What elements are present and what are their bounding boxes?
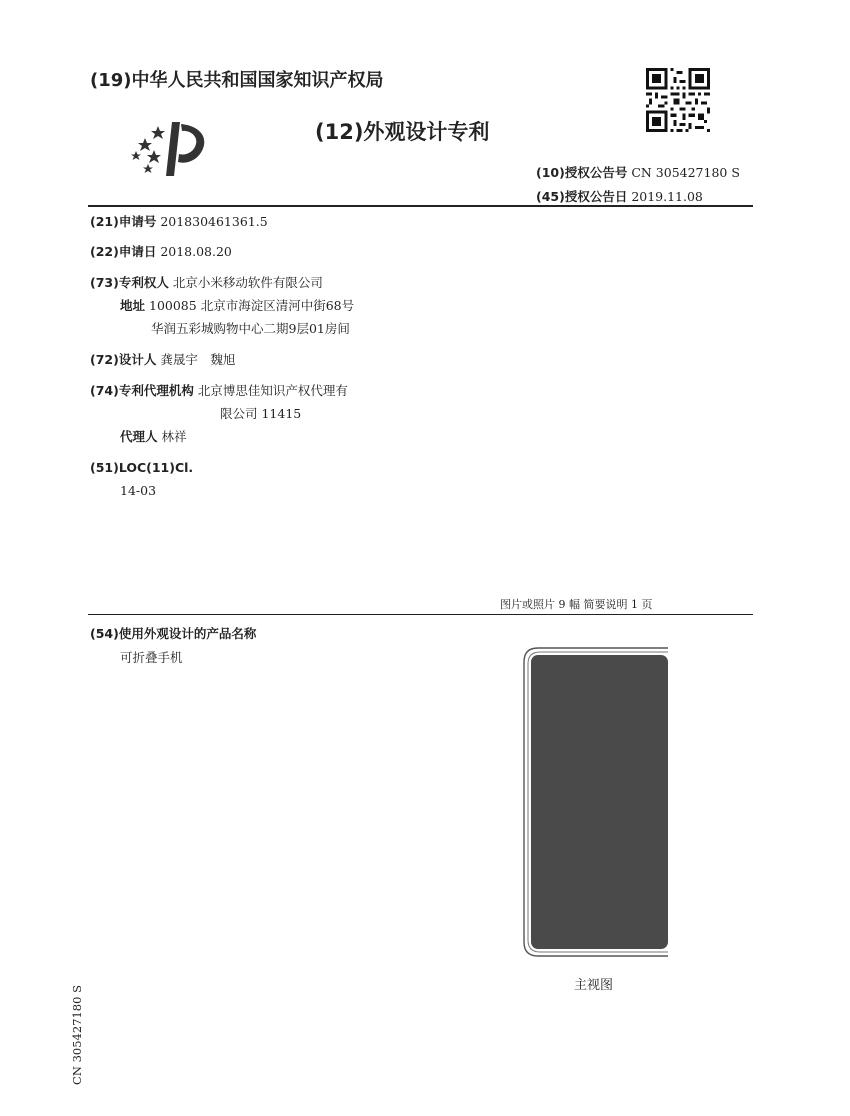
publication-number-label: (10)授权公告号 [536,165,628,180]
publication-number-value: CN 305427180 S [631,165,740,180]
application-number-field [90,214,268,230]
figure-caption: 主视图 [574,978,614,993]
address-value-line2: 华润五彩城购物中心二期9层01房间 [151,321,350,336]
filing-date-label: (22)申请日 [90,244,157,259]
agent-label: 代理人 [120,429,158,444]
agency-label: (74)专利代理机构 [90,383,194,398]
address-label: 地址 [120,298,146,313]
agent-value: 林祥 [161,429,187,444]
agency-field [90,383,348,399]
phone-screen [531,655,668,949]
product-name-value: 可折叠手机 [120,650,183,665]
cnipa-logo-icon [128,118,212,180]
application-number-label: (21)申请号 [90,214,157,229]
header-divider [88,205,753,207]
designers-field [90,352,235,368]
filing-date-field [90,244,232,260]
office-title: (19)中华人民共和国国家知识产权局 [90,70,384,91]
body-divider [88,614,753,615]
patentee-value: 北京小米移动软件有限公司 [172,275,323,290]
side-patent-number: CN 305427180 S [70,985,84,1085]
publication-date-label: (45)授权公告日 [536,189,628,204]
designers-value: 龚晟宇 魏旭 [160,352,236,367]
qr-code-icon [646,68,710,132]
publication-number [536,163,740,181]
filing-date-value: 2018.08.20 [160,244,232,259]
document-type-title: (12)外观设计专利 [315,120,490,144]
agency-value-line2: 限公司 11415 [220,406,302,421]
agency-value: 北京博思佳知识产权代理有 [197,383,348,398]
address-value: 100085 北京市海淀区清河中街68号 [149,298,355,313]
agent-field [120,429,187,445]
publication-date-value: 2019.11.08 [631,189,703,204]
designers-label: (72)设计人 [90,352,157,367]
locarno-label: (51)LOC(11)Cl. [90,460,194,475]
locarno-value: 14-03 [120,483,157,498]
address-field [120,298,354,314]
publication-date [536,187,703,205]
patentee-label: (73)专利权人 [90,275,169,290]
pages-note: 图片或照片 9 幅 简要说明 1 页 [500,598,653,611]
locarno-field [90,460,193,476]
phone-front-view-figure [522,646,670,958]
application-number-value: 201830461361.5 [160,214,268,229]
product-name-label: (54)使用外观设计的产品名称 [90,626,257,641]
patentee-field [90,275,323,291]
